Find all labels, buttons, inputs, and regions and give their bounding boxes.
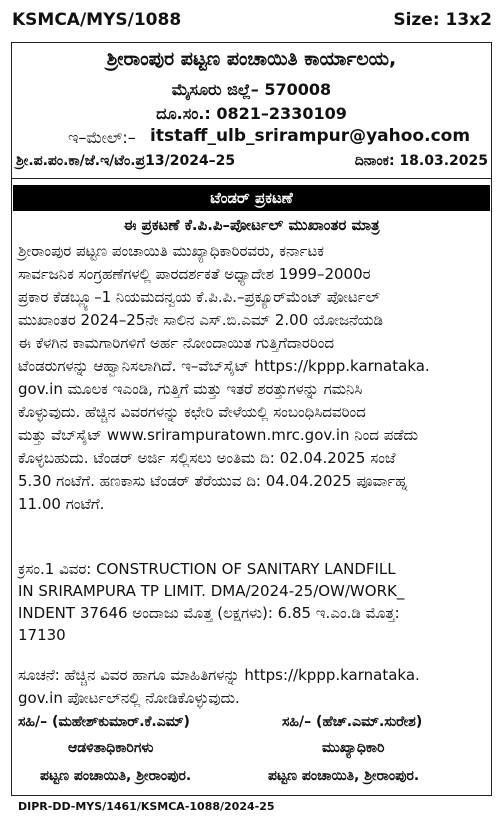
office-phone: ದೂ.ಸಂ.: 0821–2330109 bbox=[156, 104, 347, 123]
notice-title-banner bbox=[13, 185, 490, 211]
email-label: ಇ–ಮೇಲ್:– bbox=[68, 128, 136, 147]
notice-note bbox=[18, 664, 420, 710]
notice-date: ದಿನಾಂಕ: 18.03.2025 bbox=[354, 153, 488, 169]
size-label: Size: 13x2 bbox=[393, 10, 492, 30]
divider bbox=[11, 178, 492, 179]
left-signatory-title: ಆಡಳಿತಾಧಿಕಾರಿಗಳು bbox=[68, 740, 154, 756]
left-signatory-office: ಪಟ್ಟಣ ಪಂಚಾಯಿತಿ, ಶ್ರೀರಾಂಪುರ. bbox=[40, 768, 192, 784]
work-details bbox=[18, 558, 404, 646]
note-line: ಸೂಚನೆ: ಹೆಚ್ಚಿನ ವಿವರ ಹಾಗೂ ಮಾಹಿತಿಗಳನ್ನು https://kppp.karnataka. bbox=[18, 666, 420, 684]
body-line: ಈ ಕೆಳಗಿನ ಕಾಮಗಾರಿಗಳಿಗೆ ಅರ್ಹ ನೋಂದಾಯಿತ ಗುತ್ತಿಗೆದಾರರಿಂದ bbox=[18, 334, 335, 352]
body-line: ಪ್ರಕಾರ ಕೆಡಬ್ಲ್ಯೂ–1 ನಿಯಮದನ್ವಯ ಕೆ.ಪಿ.ಪಿ.–ಪ್ರಕ್ಯೂರ್‌ಮೆಂಟ್ ಪೋರ್ಟಲ್ bbox=[18, 288, 381, 306]
right-signatory-title: ಮುಖ್ಯಾಧಿಕಾರಿ bbox=[322, 740, 385, 756]
body-line: ಶ್ರೀರಾಂಪುರ ಪಟ್ಟಣ ಪಂಚಾಯಿತಿ ಮುಖ್ಯಾಧಿಕಾರಿರವರು, ಕರ್ನಾಟಕ bbox=[18, 242, 324, 260]
work-line: 17130 bbox=[18, 626, 66, 644]
body-line: ಮುಖಾಂತರ 2024–25ನೇ ಸಾಲಿನ ಎಸ್.ಬಿ.ಎಮ್ 2.00 ಯೋಜನೆಯಡಿ bbox=[18, 311, 384, 329]
body-line: 5.30 ಗಂಟೆಗೆ. ಹಣಕಾಸು ಟೆಂಡರ್ ತೆರೆಯುವ ದಿ: 04.04.2025 ಪೂರ್ವಾಹ್ನ bbox=[18, 472, 408, 490]
work-line: IN SRIRAMPURA TP LIMIT. DMA/2024-25/OW/WORK_ bbox=[18, 582, 405, 600]
body-line: gov.in ಮೂಲಕ ಇಎಂಡಿ, ಗುತ್ತಿಗೆ ಮತ್ತು ಇತರೆ ಶರತ್ತುಗಳನ್ನು ಗಮನಿಸಿ bbox=[18, 380, 363, 398]
notice-subtitle: ಈ ಪ್ರಕಟಣೆ ಕೆ.ಪಿ.ಪಿ–ಪೋರ್ಟಲ್ ಮುಖಾಂತರ ಮಾತ್ರ bbox=[123, 216, 380, 234]
body-line: ಕೊಳ್ಳುವುದು. ಹೆಚ್ಚಿನ ವಿವರಗಳನ್ನು ಕಛೇರಿ ವೇಳೆಯಲ್ಲಿ ಸಂಬಂಧಿಸಿದವರಿಂದ bbox=[18, 403, 366, 421]
body-line: ಮತ್ತು ವೆಬ್‌ಸೈಟ್ www.srirampuratown.mrc.gov.in ನಿಂದ ಪಡೆದು bbox=[18, 426, 418, 444]
office-district: ಮೈಸೂರು ಜಿಲ್ಲೆ– 570008 bbox=[171, 80, 332, 99]
ref-code: KSMCA/MYS/1088 bbox=[12, 10, 182, 30]
notice-title: ಟೆಂಡರ್ ಪ್ರಕಟಣೆ bbox=[210, 189, 293, 207]
office-name: ಶ್ರೀರಾಂಪುರ ಪಟ್ಟಣ ಪಂಚಾಯಿತಿ ಕಾರ್ಯಾಲಯ, bbox=[106, 48, 397, 70]
footer-code: DIPR-DD-MYS/1461/KSMCA-1088/2024-25 bbox=[18, 800, 275, 813]
email-address[interactable]: itstaff_ulb_srirampur@yahoo.com bbox=[150, 126, 471, 146]
notice-body bbox=[18, 240, 430, 516]
file-number: ಶ್ರೀ.ಪ.ಪಂ.ಕಾ/ಜೆ.ಇ/ಟೆಂ.ಪ್ರ13/2024–25 bbox=[16, 153, 236, 169]
right-signatory-office: ಪಟ್ಟಣ ಪಂಚಾಯಿತಿ, ಶ್ರೀರಾಂಪುರ. bbox=[268, 768, 420, 784]
body-line: 11.00 ಗಂಟೆಗೆ. bbox=[18, 495, 105, 513]
work-line: ಕ್ರಸಂ.1 ವಿವರ: CONSTRUCTION OF SANITARY LANDFILL bbox=[18, 560, 396, 578]
body-line: ಸಾರ್ವಜನಿಕ ಸಂಗ್ರಹಣೆಗಳಲ್ಲಿ ಪಾರದರ್ಶಕತೆ ಅಧ್ಯಾದೇಶ 1999–2000ರ bbox=[18, 265, 371, 283]
right-signatory-name: ಸಹಿ/– (ಹೆಚ್.ಎಮ್.ಸುರೇಶ) bbox=[282, 714, 423, 730]
note-line: gov.in ಪೋರ್ಟಲ್‌ನಲ್ಲಿ ನೋಡಿಕೊಳ್ಳುವುದು. bbox=[18, 689, 240, 707]
work-line: INDENT 37646 ಅಂದಾಜು ಮೊತ್ತ (ಲಕ್ಷಗಳು): 6.85 ಇ.ಎಂ.ಡಿ ಮೊತ್ತ: bbox=[18, 604, 400, 622]
body-line: ಕೊಳ್ಳಬಹುದು. ಟೆಂಡರ್ ಅರ್ಜಿ ಸಲ್ಲಿಸಲು ಅಂತಿಮ ದಿ: 02.04.2025 ಸಂಜೆ bbox=[18, 449, 396, 467]
left-signatory-name: ಸಹಿ/– (ಮಹೇಶ್‌ಕುಮಾರ್.ಕೆ.ಎಮ್) bbox=[18, 714, 190, 730]
body-line: ಟೆಂಡರುಗಳನ್ನು ಆಹ್ವಾನಿಸಲಾಗಿದೆ. ಇ–ವೆಬ್‌ಸೈಟ್ https://kppp.karnataka. bbox=[18, 357, 430, 375]
